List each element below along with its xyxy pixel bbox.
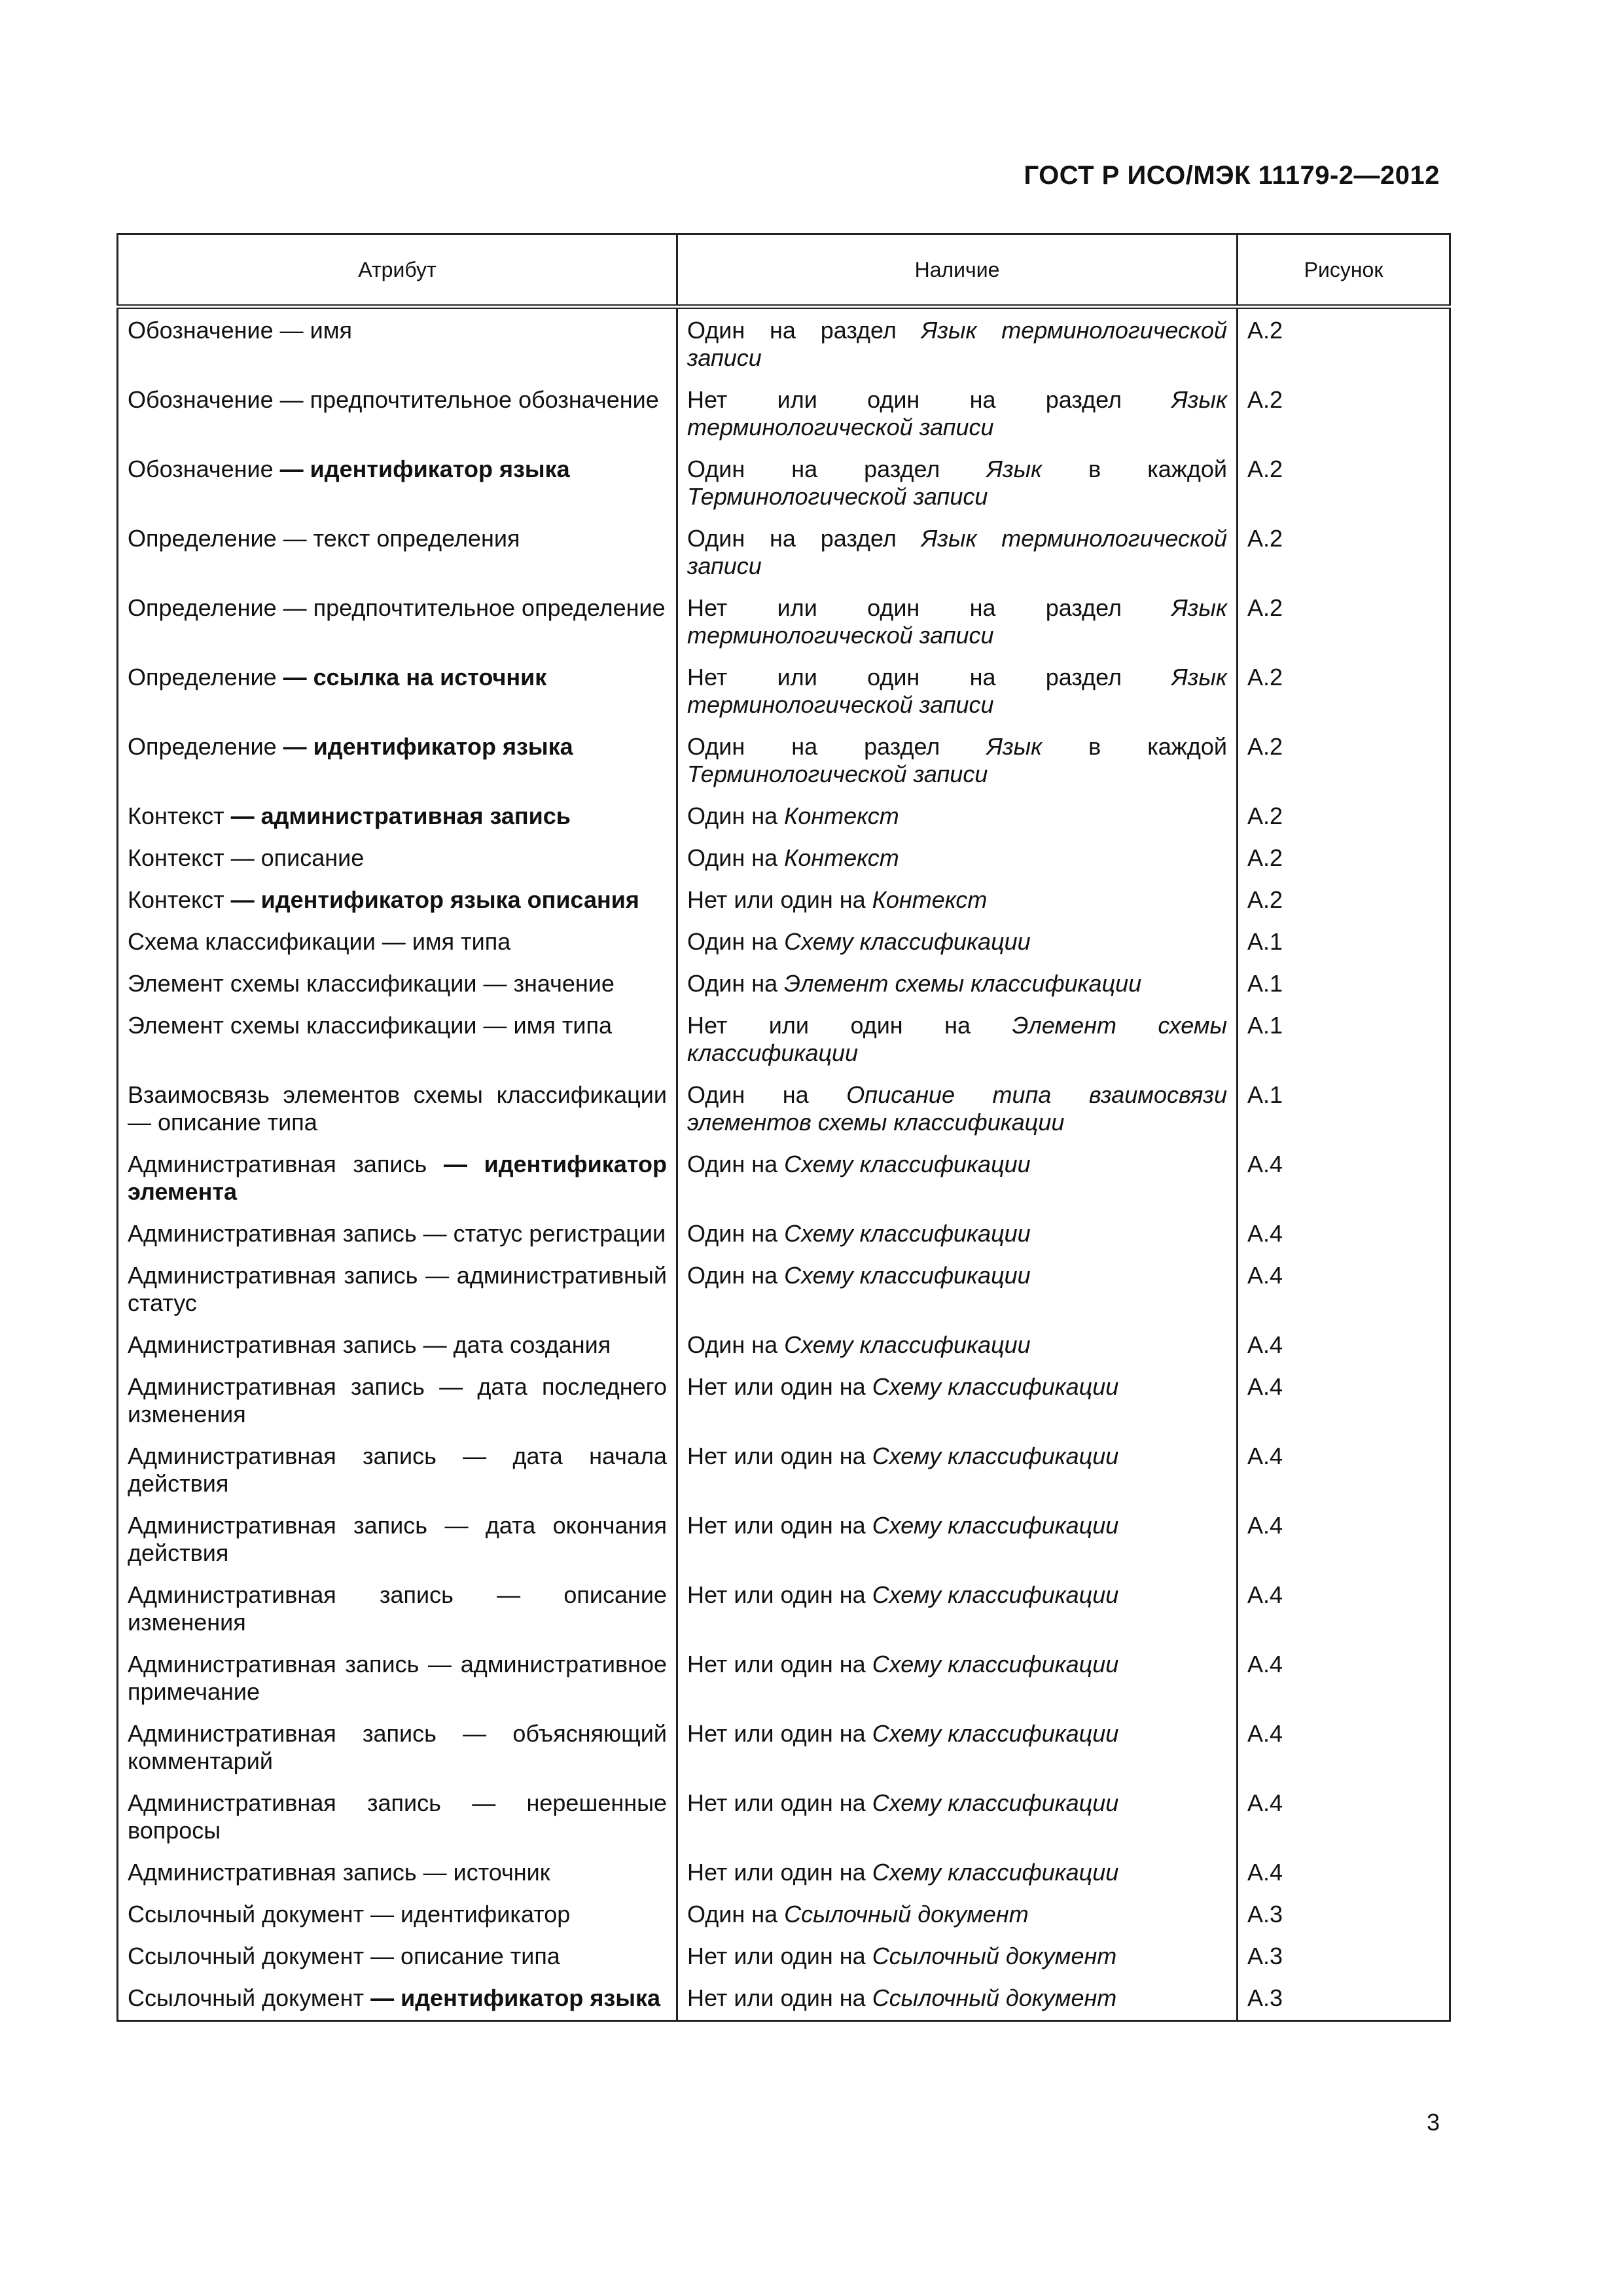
presence-cell bbox=[677, 1365, 1238, 1435]
text-segment: Схему классификации bbox=[872, 1859, 1119, 1886]
text-segment: Элемент схемы классификации — имя типа bbox=[128, 1012, 612, 1039]
figure-cell: A.3 bbox=[1238, 1893, 1450, 1935]
text-segment: Один на bbox=[687, 970, 785, 997]
text-segment: Описание типа взаимосвязи элементов схемы классификации bbox=[687, 1081, 1227, 1136]
table-row bbox=[118, 795, 1450, 836]
text-segment: Нет или один на раздел bbox=[687, 386, 1172, 413]
text-segment: Ссылочный документ bbox=[872, 1984, 1117, 2011]
text-segment: — идентификатор языка bbox=[370, 1984, 661, 2011]
document-designation: ГОСТ Р ИСО/МЭК 11179-2—2012 bbox=[1024, 161, 1440, 190]
presence-cell bbox=[677, 1323, 1238, 1365]
column-header-presence: Наличие bbox=[677, 234, 1238, 307]
attribute-cell bbox=[118, 1212, 677, 1254]
figure-cell: A.1 bbox=[1238, 1073, 1450, 1143]
table-row bbox=[118, 448, 1450, 517]
presence-cell bbox=[677, 586, 1238, 656]
presence-cell bbox=[677, 307, 1238, 379]
text-segment: Схему классификации bbox=[784, 1151, 1031, 1177]
table-row bbox=[118, 1573, 1450, 1643]
text-segment: Элемент схемы классификации bbox=[687, 1012, 1227, 1066]
table-row bbox=[118, 378, 1450, 448]
attribute-cell bbox=[118, 1323, 677, 1365]
figure-cell: A.1 bbox=[1238, 962, 1450, 1004]
table-row bbox=[118, 586, 1450, 656]
figure-cell: A.4 bbox=[1238, 1435, 1450, 1504]
attribute-cell bbox=[118, 878, 677, 920]
attribute-cell bbox=[118, 725, 677, 795]
text-segment: Нет или один на bbox=[687, 1373, 872, 1400]
table-row bbox=[118, 1435, 1450, 1504]
table-row bbox=[118, 1365, 1450, 1435]
text-segment: Нет или один на bbox=[687, 1720, 872, 1747]
text-segment: Контекст bbox=[784, 844, 899, 871]
text-segment: — административная запись bbox=[230, 802, 571, 829]
text-segment: Нет или один на раздел bbox=[687, 594, 1172, 621]
figure-cell: A.4 bbox=[1238, 1212, 1450, 1254]
figure-cell: A.2 bbox=[1238, 378, 1450, 448]
table-row bbox=[118, 1323, 1450, 1365]
figure-cell: A.4 bbox=[1238, 1254, 1450, 1323]
text-segment: Один на раздел bbox=[687, 456, 987, 482]
text-segment: Один на bbox=[687, 1151, 785, 1177]
figure-cell: A.4 bbox=[1238, 1573, 1450, 1643]
table-row bbox=[118, 656, 1450, 725]
attribute-table bbox=[116, 233, 1451, 2022]
text-segment: Административная запись — статус регистрации bbox=[128, 1220, 666, 1247]
text-segment: Схему классификации bbox=[784, 928, 1031, 955]
presence-cell bbox=[677, 1782, 1238, 1851]
text-segment: Нет или один на bbox=[687, 1443, 872, 1469]
attribute-cell bbox=[118, 1004, 677, 1073]
presence-cell bbox=[677, 378, 1238, 448]
text-segment: Один на bbox=[687, 1220, 785, 1247]
text-segment: — идентификатор элемента bbox=[128, 1151, 667, 1205]
table-row bbox=[118, 1212, 1450, 1254]
text-segment: Терминологической записи bbox=[687, 483, 988, 510]
table-row bbox=[118, 1977, 1450, 2021]
table-row bbox=[118, 1935, 1450, 1977]
presence-cell bbox=[677, 962, 1238, 1004]
text-segment: Один на bbox=[687, 928, 785, 955]
attribute-cell bbox=[118, 1712, 677, 1782]
presence-cell bbox=[677, 448, 1238, 517]
table-row bbox=[118, 920, 1450, 962]
presence-cell bbox=[677, 1643, 1238, 1712]
attribute-cell bbox=[118, 1365, 677, 1435]
attribute-cell bbox=[118, 1782, 677, 1851]
figure-cell: A.4 bbox=[1238, 1712, 1450, 1782]
text-segment: Один на bbox=[687, 802, 785, 829]
attribute-cell bbox=[118, 378, 677, 448]
table-header-row bbox=[118, 234, 1450, 307]
figure-cell: A.2 bbox=[1238, 448, 1450, 517]
table-row bbox=[118, 1504, 1450, 1573]
text-segment: Нет или один на bbox=[687, 1984, 872, 2011]
table-row bbox=[118, 1004, 1450, 1073]
attribute-cell bbox=[118, 1073, 677, 1143]
presence-cell bbox=[677, 1935, 1238, 1977]
text-segment: Ссылочный документ bbox=[784, 1901, 1029, 1928]
text-segment: Один на раздел bbox=[687, 733, 987, 760]
text-segment: Нет или один на bbox=[687, 1651, 872, 1677]
text-segment: Административная запись — административный статус bbox=[128, 1262, 667, 1316]
text-segment: Терминологической записи bbox=[687, 761, 988, 787]
text-segment: Контекст bbox=[128, 802, 231, 829]
text-segment: Контекст — описание bbox=[128, 844, 365, 871]
presence-cell bbox=[677, 878, 1238, 920]
presence-cell bbox=[677, 517, 1238, 586]
text-segment: Контекст bbox=[784, 802, 899, 829]
presence-cell bbox=[677, 1851, 1238, 1893]
text-segment: Нет или один на bbox=[687, 886, 872, 913]
presence-cell bbox=[677, 1254, 1238, 1323]
text-segment: Административная запись — дата создания bbox=[128, 1331, 611, 1358]
presence-cell bbox=[677, 1893, 1238, 1935]
text-segment: Контекст bbox=[872, 886, 988, 913]
text-segment: Нет или один на bbox=[687, 1943, 872, 1969]
presence-cell bbox=[677, 1435, 1238, 1504]
table-row bbox=[118, 517, 1450, 586]
table-row bbox=[118, 836, 1450, 878]
presence-cell bbox=[677, 1977, 1238, 2021]
figure-cell: A.1 bbox=[1238, 1004, 1450, 1073]
text-segment: Определение — текст определения bbox=[128, 525, 520, 552]
figure-cell: A.2 bbox=[1238, 656, 1450, 725]
text-segment: — ссылка на источник bbox=[283, 664, 547, 691]
table-row bbox=[118, 1893, 1450, 1935]
text-segment: Схему классификации bbox=[872, 1581, 1119, 1608]
text-segment: Контекст bbox=[128, 886, 231, 913]
presence-cell bbox=[677, 1712, 1238, 1782]
text-segment: Один на bbox=[687, 1331, 785, 1358]
table-row bbox=[118, 725, 1450, 795]
text-segment: — идентификатор языка описания bbox=[230, 886, 639, 913]
attribute-cell bbox=[118, 1893, 677, 1935]
text-segment: Обозначение — имя bbox=[128, 317, 353, 344]
figure-cell: A.4 bbox=[1238, 1323, 1450, 1365]
figure-cell: A.4 bbox=[1238, 1365, 1450, 1435]
text-segment: Схему классификации bbox=[872, 1720, 1119, 1747]
table-body bbox=[118, 307, 1450, 2021]
table-row bbox=[118, 1782, 1450, 1851]
text-segment: Административная запись — объясняющий комментарий bbox=[128, 1720, 667, 1774]
text-segment: Административная запись — источник bbox=[128, 1859, 550, 1886]
attribute-cell bbox=[118, 517, 677, 586]
text-segment: в каждой bbox=[1042, 456, 1227, 482]
text-segment: Один на bbox=[687, 1081, 847, 1108]
figure-cell: A.2 bbox=[1238, 795, 1450, 836]
attribute-cell bbox=[118, 836, 677, 878]
figure-cell: A.2 bbox=[1238, 517, 1450, 586]
attribute-cell bbox=[118, 1643, 677, 1712]
column-header-attribute: Атрибут bbox=[118, 234, 677, 307]
text-segment: Административная запись — описание изменения bbox=[128, 1581, 667, 1636]
presence-cell bbox=[677, 1212, 1238, 1254]
presence-cell bbox=[677, 1073, 1238, 1143]
text-segment: Схема классификации — имя типа bbox=[128, 928, 511, 955]
table-row bbox=[118, 1643, 1450, 1712]
figure-cell: A.2 bbox=[1238, 836, 1450, 878]
attribute-cell bbox=[118, 448, 677, 517]
text-segment: Нет или один на bbox=[687, 1581, 872, 1608]
page-number: 3 bbox=[1426, 2109, 1440, 2136]
table-row bbox=[118, 1143, 1450, 1212]
text-segment: Нет или один на bbox=[687, 1859, 872, 1886]
text-segment: Один на bbox=[687, 1901, 785, 1928]
attribute-cell bbox=[118, 1573, 677, 1643]
attribute-cell bbox=[118, 656, 677, 725]
text-segment: Административная запись — дата окончания действия bbox=[128, 1512, 667, 1566]
presence-cell bbox=[677, 1143, 1238, 1212]
text-segment: Один на раздел bbox=[687, 525, 921, 552]
text-segment: Административная запись — дата последнего изменения bbox=[128, 1373, 667, 1427]
text-segment: Схему классификации bbox=[784, 1262, 1031, 1289]
table-row bbox=[118, 878, 1450, 920]
attribute-cell bbox=[118, 1977, 677, 2021]
text-segment: Язык терминологической записи bbox=[687, 594, 1227, 649]
figure-cell: A.3 bbox=[1238, 1977, 1450, 2021]
text-segment: Нет или один на bbox=[687, 1789, 872, 1816]
figure-cell: A.2 bbox=[1238, 586, 1450, 656]
text-segment: Элемент схемы классификации — значение bbox=[128, 970, 615, 997]
figure-cell: A.4 bbox=[1238, 1143, 1450, 1212]
figure-cell: A.4 bbox=[1238, 1782, 1450, 1851]
text-segment: Обозначение — предпочтительное обозначение bbox=[128, 386, 659, 413]
presence-cell bbox=[677, 920, 1238, 962]
attribute-cell bbox=[118, 962, 677, 1004]
presence-cell bbox=[677, 795, 1238, 836]
figure-cell: A.4 bbox=[1238, 1851, 1450, 1893]
text-segment: Схему классификации bbox=[872, 1651, 1119, 1677]
text-segment: Обозначение bbox=[128, 456, 280, 482]
attribute-cell bbox=[118, 586, 677, 656]
column-header-figure: Рисунок bbox=[1238, 234, 1450, 307]
text-segment: Нет или один на bbox=[687, 1012, 1012, 1039]
figure-cell: A.3 bbox=[1238, 1935, 1450, 1977]
presence-cell bbox=[677, 1004, 1238, 1073]
text-segment: Ссылочный документ — описание типа bbox=[128, 1943, 560, 1969]
text-segment: Определение bbox=[128, 733, 283, 760]
table-row bbox=[118, 307, 1450, 379]
text-segment: Административная запись — административное примечание bbox=[128, 1651, 667, 1705]
text-segment: Взаимосвязь элементов схемы классификации — описание типа bbox=[128, 1081, 667, 1136]
text-segment: Административная запись — дата начала действия bbox=[128, 1443, 667, 1497]
attribute-cell bbox=[118, 307, 677, 379]
presence-cell bbox=[677, 1504, 1238, 1573]
presence-cell bbox=[677, 836, 1238, 878]
attribute-cell bbox=[118, 1851, 677, 1893]
text-segment: Язык терминологической записи bbox=[687, 664, 1227, 718]
text-segment: Язык терминологической записи bbox=[687, 317, 1227, 371]
presence-cell bbox=[677, 1573, 1238, 1643]
text-segment: Определение — предпочтительное определение bbox=[128, 594, 666, 621]
figure-cell: A.4 bbox=[1238, 1643, 1450, 1712]
attribute-cell bbox=[118, 1435, 677, 1504]
attribute-cell bbox=[118, 920, 677, 962]
figure-cell: A.2 bbox=[1238, 878, 1450, 920]
text-segment: Нет или один на раздел bbox=[687, 664, 1172, 691]
figure-cell: A.1 bbox=[1238, 920, 1450, 962]
text-segment: — идентификатор языка bbox=[279, 456, 570, 482]
table-row bbox=[118, 1712, 1450, 1782]
text-segment: Один на bbox=[687, 844, 785, 871]
text-segment: Один на раздел bbox=[687, 317, 921, 344]
presence-cell bbox=[677, 656, 1238, 725]
text-segment: — идентификатор языка bbox=[283, 733, 573, 760]
text-segment: Один на bbox=[687, 1262, 785, 1289]
text-segment: Язык bbox=[986, 733, 1043, 760]
attribute-cell bbox=[118, 1143, 677, 1212]
figure-cell: A.2 bbox=[1238, 307, 1450, 379]
text-segment: Схему классификации bbox=[872, 1373, 1119, 1400]
presence-cell bbox=[677, 725, 1238, 795]
text-segment: Язык bbox=[986, 456, 1043, 482]
attribute-cell bbox=[118, 795, 677, 836]
text-segment: Схему классификации bbox=[784, 1220, 1031, 1247]
table-row bbox=[118, 1254, 1450, 1323]
text-segment: Схему классификации bbox=[872, 1512, 1119, 1539]
text-segment: Ссылочный документ — идентификатор bbox=[128, 1901, 571, 1928]
table-row bbox=[118, 962, 1450, 1004]
attribute-cell bbox=[118, 1935, 677, 1977]
text-segment: Схему классификации bbox=[784, 1331, 1031, 1358]
text-segment: Административная запись — нерешенные вопросы bbox=[128, 1789, 667, 1844]
text-segment: Язык терминологической записи bbox=[687, 525, 1227, 579]
attribute-cell bbox=[118, 1254, 677, 1323]
text-segment: Нет или один на bbox=[687, 1512, 872, 1539]
text-segment: Ссылочный документ bbox=[872, 1943, 1117, 1969]
attribute-cell bbox=[118, 1504, 677, 1573]
text-segment: Схему классификации bbox=[872, 1443, 1119, 1469]
table-row bbox=[118, 1851, 1450, 1893]
table-row bbox=[118, 1073, 1450, 1143]
text-segment: Схему классификации bbox=[872, 1789, 1119, 1816]
text-segment: Элемент схемы классификации bbox=[784, 970, 1142, 997]
text-segment: Определение bbox=[128, 664, 283, 691]
figure-cell: A.4 bbox=[1238, 1504, 1450, 1573]
figure-cell: A.2 bbox=[1238, 725, 1450, 795]
text-segment: в каждой bbox=[1042, 733, 1227, 760]
text-segment: Ссылочный документ bbox=[128, 1984, 371, 2011]
text-segment: Язык терминологической записи bbox=[687, 386, 1227, 440]
text-segment: Административная запись bbox=[128, 1151, 444, 1177]
